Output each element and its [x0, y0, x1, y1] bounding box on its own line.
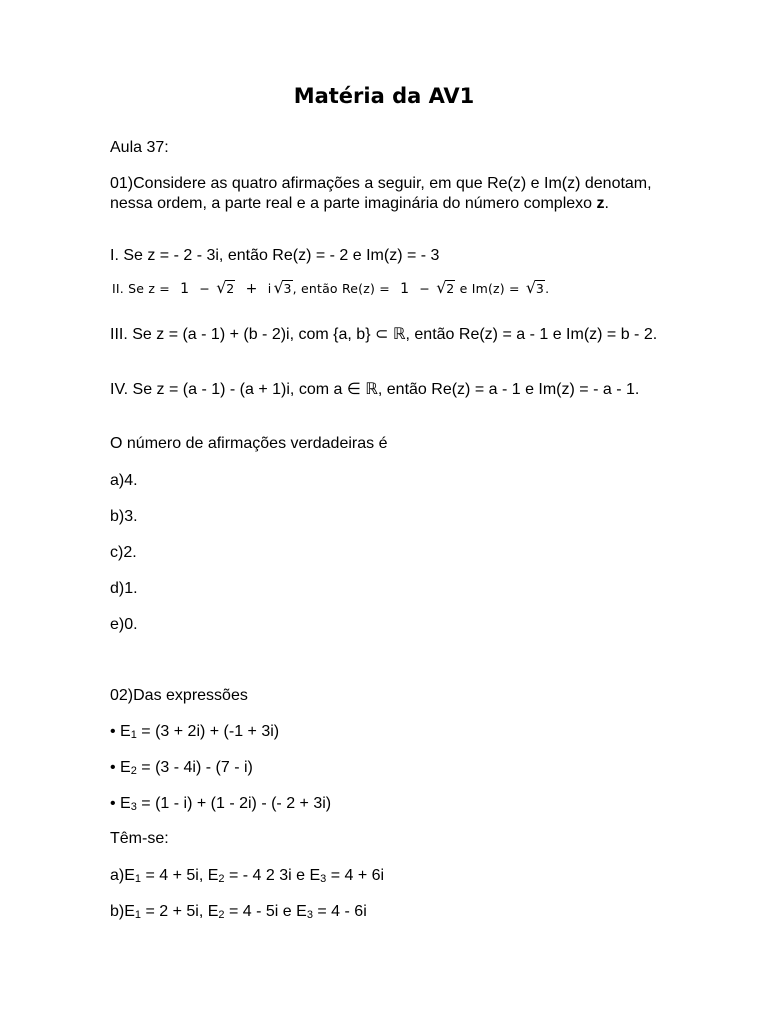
option-a: a)4. [110, 472, 138, 489]
square-root: √ 2 [216, 281, 235, 296]
statement-2-formula: II. Se z = 1 − √ 2 + i√ 3, então Re(z) = 1 − √ 2 e Im(z) = √ 3. [112, 281, 549, 297]
square-root: √ 3 [273, 281, 292, 296]
statement-4: IV. Se z = (a - 1) - (a + 1)i, com a ∈ ℝ, então Re(z) = a - 1 e Im(z) = - a - 1. [110, 381, 640, 398]
lesson-heading: Aula 37: [110, 139, 169, 156]
expression-e3: • E3 = (1 - i) + (1 - 2i) - (- 2 + 3i) [110, 795, 332, 813]
page-title: Matéria da AV1 [293, 84, 475, 108]
question-2-prompt: Têm-se: [110, 830, 169, 847]
option-d: d)1. [110, 580, 138, 597]
option-b: b)3. [110, 508, 138, 525]
question-2-intro: 02)Das expressões [110, 687, 248, 704]
q2-option-b: b)E1 = 2 + 5i, E2 = 4 - 5i e E3 = 4 - 6i [110, 903, 367, 921]
statement-3: III. Se z = (a - 1) + (b - 2)i, com {a, b} ⊂ ℝ, então Re(z) = a - 1 e Im(z) = b - 2. [110, 326, 658, 343]
expression-e1: • E1 = (3 + 2i) + (-1 + 3i) [110, 723, 280, 741]
question-1-prompt: O número de afirmações verdadeiras é [110, 435, 388, 452]
q2-option-a: a)E1 = 4 + 5i, E2 = - 4 2 3i e E3 = 4 + 6i [110, 867, 385, 885]
option-e: e)0. [110, 616, 138, 633]
square-root: √ 2 [436, 281, 455, 296]
square-root: √ 3 [526, 281, 545, 296]
option-c: c)2. [110, 544, 137, 561]
expression-e2: • E2 = (3 - 4i) - (7 - i) [110, 759, 253, 777]
question-1-intro: 01)Considere as quatro afirmações a seguir, em que Re(z) e Im(z) denotam, nessa ordem, a parte real e a parte imaginária do número complexo z. [110, 175, 652, 212]
statement-1: I. Se z = - 2 - 3i, então Re(z) = - 2 e Im(z) = - 3 [110, 247, 440, 264]
